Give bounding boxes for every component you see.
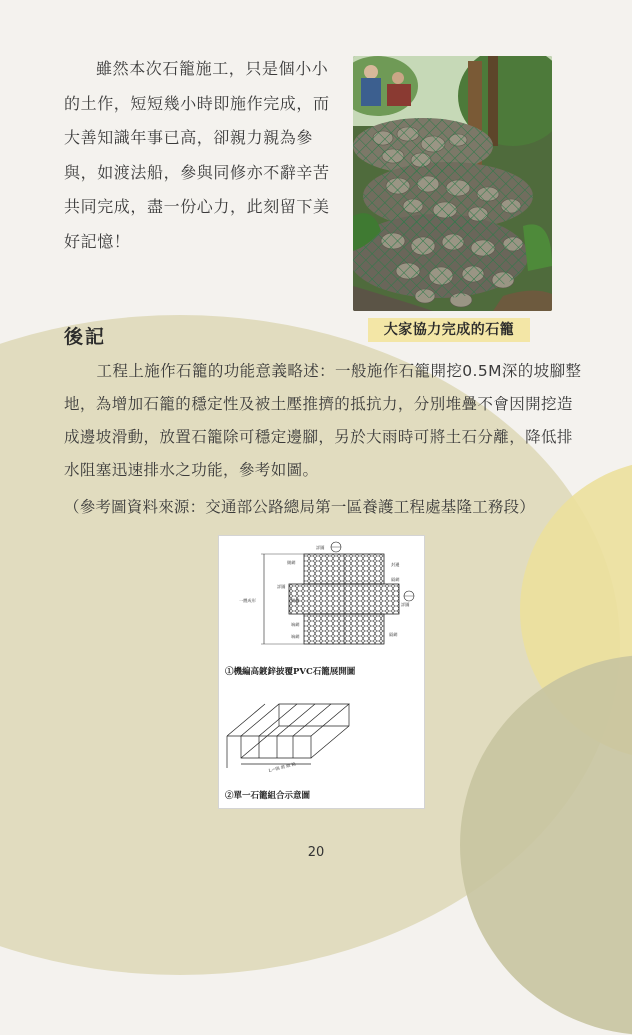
diagram-label-left-b: 詳圖 <box>277 584 286 589</box>
diagram-label-left-c: 側網 <box>291 598 300 603</box>
gabion-diagram-drawing <box>219 536 424 808</box>
page-number: 20 <box>307 845 325 860</box>
diagram-label-right-a: 封邊 <box>391 562 400 567</box>
diagram-label-side: 一體成形 <box>239 598 256 603</box>
section-heading: 後記 <box>64 326 107 348</box>
diagram-label-left-d: 端網 <box>291 622 300 627</box>
section-body <box>64 355 584 487</box>
photo-caption: 大家協力完成的石籠 <box>368 318 530 342</box>
gabion-photo <box>353 56 552 311</box>
diagram-label-right-b: 隔網 <box>391 577 400 582</box>
section-paragraph: 工程上施作石籠的功能意義略述：一般施作石籠開挖0.5M深的坡腳整地，為增加石籠的穩定性及被土壓推擠的抵抗力，分別堆疊不會因開挖造成邊坡滑動，放置石籠除可穩定邊腳，另於大雨時可將土石分離，降低排水阻塞迅速排水之功能，參考如圖。 <box>64 362 582 479</box>
diagram-label-bottom: L＝隔 填 網 箱 <box>268 761 297 773</box>
diagram-caption-2: ②單一石籠組合示意圖 <box>225 791 311 801</box>
gabion-diagram <box>218 535 425 809</box>
intro-text <box>64 52 344 259</box>
reference-source: （參考圖資料來源：交通部公路總局第一區養護工程處基隆工務段） <box>64 498 536 516</box>
diagram-label-right-c: 詳圖 <box>401 602 410 607</box>
diagram-label-top: 詳圖 <box>316 545 325 550</box>
gabion-photo-image <box>353 56 552 311</box>
diagram-caption-1: ①機編高鍍鋅披覆PVC石籠展開圖 <box>225 667 356 677</box>
diagram-label-left-e: 端網 <box>291 634 300 639</box>
intro-paragraph: 雖然本次石籠施工，只是個小小的土作，短短幾小時即施作完成，而大善知識年事已高，卻親力親為參與，如渡法船，參與同修亦不辭辛苦共同完成，盡一份心力，此刻留下美好記憶！ <box>64 59 330 251</box>
diagram-label-right-d: 隔網 <box>389 632 398 637</box>
diagram-label-left-a: 側網 <box>287 560 296 565</box>
